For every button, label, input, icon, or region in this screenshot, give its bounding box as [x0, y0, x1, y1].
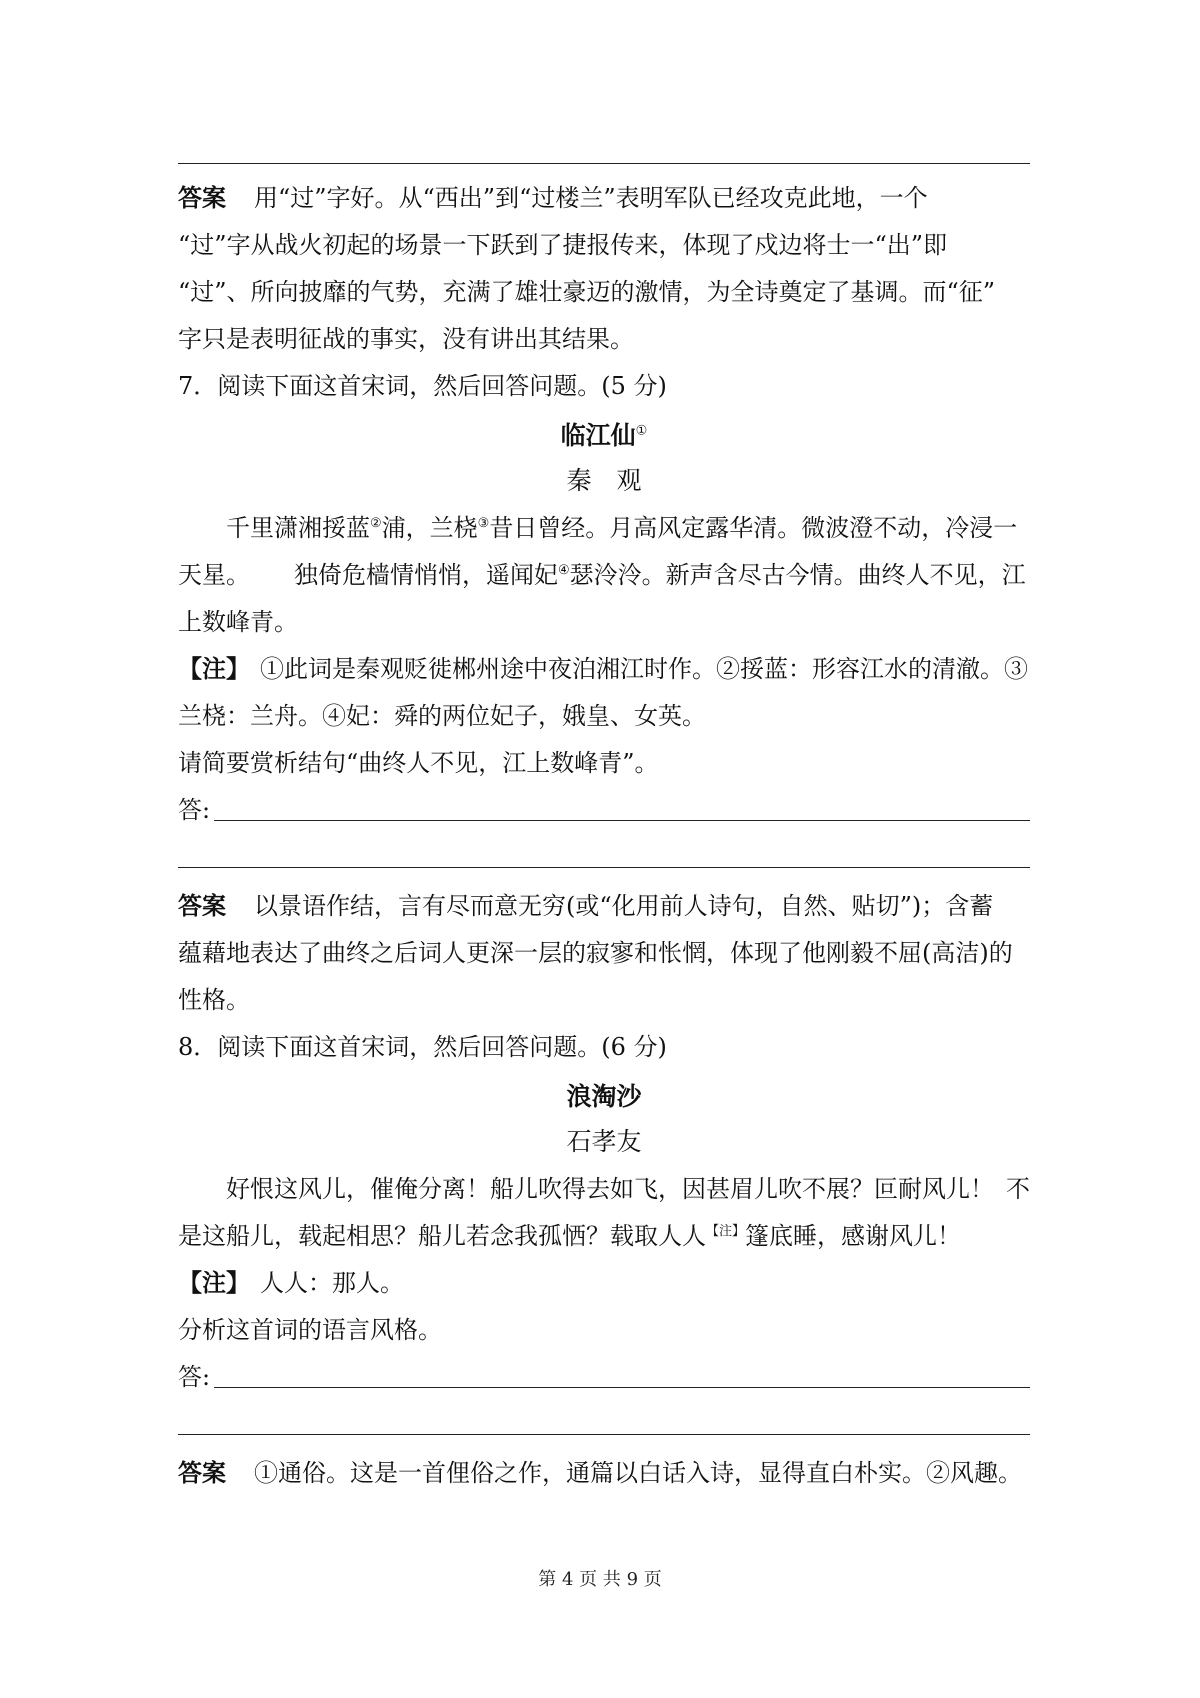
q6-answer-line-2: “过”字从战火初起的场景一下跃到了捷报传来，体现了戍边将士一“出”即	[178, 231, 948, 259]
answer-label: 答案	[178, 184, 226, 212]
page-footer: 第 4 页 共 9 页	[538, 1569, 662, 1590]
note-label: 【注】	[178, 655, 250, 683]
q6-answer-line-1: 答案 用“过”字好。从“西出”到“过楼兰”表明军队已经攻克此地，一个	[178, 184, 928, 212]
answer-blank-line	[214, 820, 1030, 821]
q7-answer-line-1: 答案 以景语作结，言有尽而意无穷(或“化用前人诗句，自然、贴切”)；含蓄	[178, 892, 994, 920]
footnote-marker: ①	[635, 423, 648, 439]
q7-answer-line-3: 性格。	[178, 986, 250, 1014]
q8-answer-field[interactable]: 答:	[178, 1359, 1030, 1395]
q7-question: 请简要赏析结句“曲终人不见，江上数峰青”。	[178, 749, 659, 777]
q6-answer-line-3: “过”、所向披靡的气势，充满了雄壮豪迈的激情，为全诗奠定了基调。而“征”	[178, 278, 996, 306]
q7-note-line-2: 兰桡：兰舟。④妃：舜的两位妃子，娥皇、女英。	[178, 702, 706, 730]
q7-answer-field[interactable]: 答:	[178, 792, 1030, 828]
q8-note: 【注】 人人：那人。	[178, 1269, 404, 1297]
q8-answer-line-1: 答案 ①通俗。这是一首俚俗之作，通篇以白话入诗，显得直白朴实。②风趣。	[178, 1459, 1022, 1487]
q7-note-line-1: 【注】 ①此词是秦观贬徙郴州途中夜泊湘江时作。②挼蓝：形容江水的清澈。③	[178, 655, 1028, 683]
q7-poem-line-3: 上数峰青。	[178, 608, 298, 636]
q8-poem-title: 浪淘沙	[566, 1082, 642, 1111]
q7-poem-line-2: 天星。 独倚危樯情悄悄，遥闻妃④瑟泠泠。新声含尽古今情。曲终人不见，江	[178, 561, 1026, 589]
q6-answer-line-4: 字只是表明征战的事实，没有讲出其结果。	[178, 325, 634, 353]
answer-blank-line	[178, 163, 1030, 164]
q7-poem-line-1: 千里潇湘挼蓝②浦，兰桡③昔日曾经。月高风定露华清。微波澄不动，冷浸一	[226, 514, 1018, 542]
q8-question: 分析这首词的语言风格。	[178, 1316, 442, 1344]
q8-stem: 8．阅读下面这首宋词，然后回答问题。(6 分)	[178, 1033, 667, 1061]
q7-poem-author: 秦 观	[566, 466, 642, 495]
q7-answer-line-2: 蕴藉地表达了曲终之后词人更深一层的寂寥和怅惘，体现了他刚毅不屈(高洁)的	[178, 939, 1013, 967]
answer-blank-line	[214, 1387, 1030, 1388]
q7-poem-title: 临江仙①	[560, 421, 648, 450]
answer-blank-line	[178, 867, 1030, 868]
answer-label: 答案	[178, 892, 226, 920]
q8-poem-author: 石孝友	[566, 1127, 642, 1156]
note-label: 【注】	[178, 1269, 250, 1297]
q8-poem-line-2: 是这船儿，载起相思？船儿若念我孤恓？载取人人$^{【注】}$篷底睡，感谢风儿！	[178, 1222, 962, 1250]
answer-label: 答案	[178, 1459, 226, 1487]
q7-stem: 7．阅读下面这首宋词，然后回答问题。(5 分)	[178, 372, 667, 400]
answer-blank-line	[178, 1434, 1030, 1435]
q8-poem-line-1: 好恨这风儿，催俺分离！船儿吹得去如飞，因甚眉儿吹不展？叵耐风儿！ 不	[226, 1175, 1030, 1203]
